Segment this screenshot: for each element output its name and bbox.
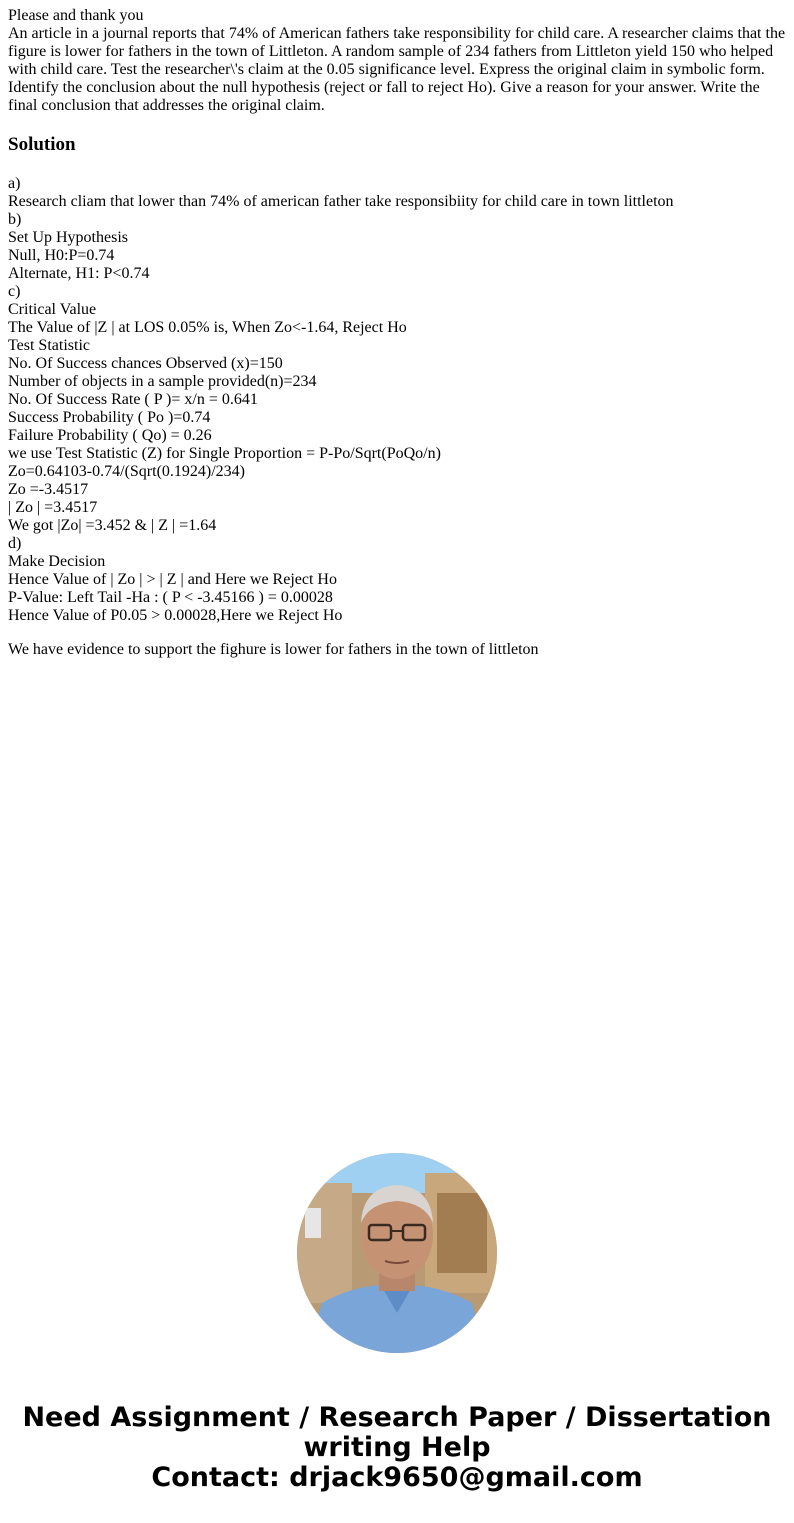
solution-line: c) [8, 283, 21, 300]
author-avatar [297, 1153, 497, 1353]
solution-line: No. Of Success chances Observed (x)=150 [8, 355, 283, 372]
solution-line: Failure Probability ( Qo) = 0.26 [8, 427, 212, 444]
solution-line: | Zo | =3.4517 [8, 499, 98, 516]
solution-body [8, 175, 788, 625]
solution-line: Hence Value of P0.05 > 0.00028,Here we Reject Ho [8, 607, 343, 624]
solution-heading: Solution [8, 134, 76, 155]
solution-line: No. Of Success Rate ( P )= x/n = 0.641 [8, 391, 258, 408]
solution-conclusion: We have evidence to support the fighure is lower for fathers in the town of littleton [8, 641, 539, 658]
solution-line: Alternate, H1: P<0.74 [8, 265, 150, 282]
question-intro: Please and thank you [8, 7, 144, 24]
solution-line: P-Value: Left Tail -Ha : ( P < -3.45166 ) = 0.00028 [8, 589, 333, 606]
solution-line: we use Test Statistic (Z) for Single Proportion = P-Po/Sqrt(PoQo/n) [8, 445, 441, 462]
promo-line-1: Need Assignment / Research Paper / Dissertation [22, 1402, 772, 1433]
solution-line: Set Up Hypothesis [8, 229, 128, 246]
promo-line-2: writing Help [303, 1432, 491, 1463]
solution-line: d) [8, 535, 22, 552]
solution-line: The Value of |Z | at LOS 0.05% is, When Zo<-1.64, Reject Ho [8, 319, 407, 336]
solution-line: b) [8, 211, 22, 228]
solution-line: Null, H0:P=0.74 [8, 247, 115, 264]
solution-line: Hence Value of | Zo | > | Z | and Here we Reject Ho [8, 571, 337, 588]
solution-line: a) [8, 175, 21, 192]
solution-line: We got |Zo| =3.452 & | Z | =1.64 [8, 517, 217, 534]
solution-line: Research cliam that lower than 74% of american father take responsibiity for child care in town littleton [8, 193, 674, 210]
solution-line: Test Statistic [8, 337, 90, 354]
solution-line: Critical Value [8, 301, 97, 318]
solution-line: Make Decision [8, 553, 106, 570]
solution-line: Zo =-3.4517 [8, 481, 89, 498]
solution-line: Zo=0.64103-0.74/(Sqrt(0.1924)/234) [8, 463, 245, 480]
question-text: An article in a journal reports that 74% of American fathers take responsibility for child care. A researcher claims that the figure is lower for fathers in the town of Littleton. A random sample of 234 fathers from Littleton yield 150 who helped with child care. Test the researcher\'s claim at the 0.05 significance level. Express the original claim in symbolic form. Identify the conclusion about the null hypothesis (reject or fall to reject Ho). Give a reason for your answer. Write the final conclusion that addresses the original claim. [8, 25, 786, 114]
promo-banner [0, 1403, 794, 1493]
solution-line: Success Probability ( Po )=0.74 [8, 409, 211, 426]
document-content [8, 7, 788, 659]
solution-line: Number of objects in a sample provided(n)=234 [8, 373, 317, 390]
promo-contact: Contact: drjack9650@gmail.com [151, 1462, 643, 1493]
